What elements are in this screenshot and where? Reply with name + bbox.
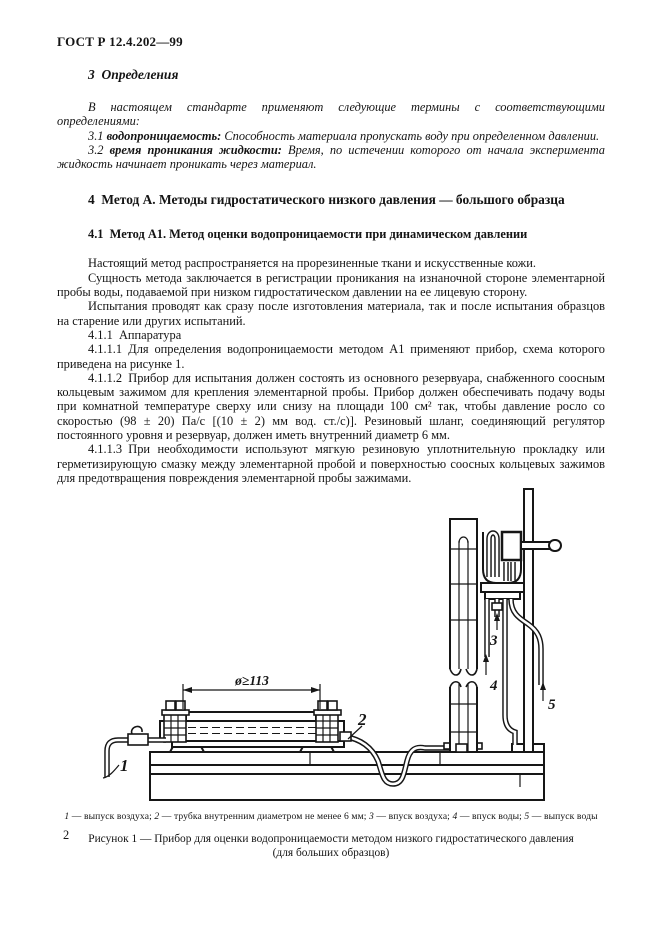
standard-number-header: ГОСТ Р 12.4.202—99 (57, 34, 183, 49)
figure-caption (57, 833, 605, 860)
callout-5: 5 (548, 697, 556, 714)
right-bolt-section (316, 712, 338, 742)
rod-clamp-arm (521, 540, 561, 551)
callout-4: 4 (490, 678, 498, 695)
term-number: 3.1 (88, 128, 104, 143)
paragraph: Сущность метода заключается в регистрации проникания на изнаночной стороне элементарной пробы воды, подаваемой при низком гидростатическом давлении на ее лицевую сторону. (57, 270, 605, 300)
section-4-body (57, 256, 605, 485)
term-name: время проникания жидкости: (109, 142, 282, 157)
measuring-column (450, 519, 477, 752)
term-number: 3.2 (88, 142, 104, 157)
section-3-intro: В настоящем стандарте применяют следующие термины с соответствующими определениями: (57, 100, 605, 129)
legend-text: — выпуск воды (529, 811, 598, 823)
term-definition-text: Время, по истечении которого от начала эксперимента жидкость начинает проникать через материал. (57, 142, 606, 172)
paragraph: 4.1.1.2 Прибор для испытания должен состоять из основного резервуара, снабженного соосным кольцевым зажимом для крепления элементарной пробы. Прибор должен обеспечивать подачу воды при комнатной температуре сверху или снизу на площади 100 см² так, чтобы давление росло со скоростью (98 ± 20) Па/с [(10 ± 2) мм вод. ст./с)]. Резиновый шланг, соединяющий регулятор постоянного уровня и резервуар, должен иметь внутренний диаметр 6 мм. (57, 370, 605, 443)
legend-num: 3 (369, 811, 374, 823)
figure-caption-line1: Рисунок 1 — Прибор для оценки водопроницаемости методом низкого гидростатического давления (88, 833, 574, 846)
dimension-label: ø≥113 (235, 673, 269, 689)
legend-num: 5 (524, 811, 530, 823)
legend-text: — выпуск воздуха; (69, 811, 155, 823)
paragraph: Настоящий метод распространяется на прорезиненные ткани и искусственные кожи. (88, 256, 536, 271)
paragraph-apparatus: 4.1.1 Аппаратура (88, 327, 182, 342)
figure-legend (57, 811, 605, 822)
term-definition-text: Способность материала пропускать воду при определенном давлении. (224, 128, 600, 143)
legend-text: — трубка внутренним диаметром не менее 6 мм; (159, 811, 370, 823)
callout-2: 2 (358, 710, 367, 730)
legend-text: — впуск воды; (457, 811, 525, 823)
dimension-line (183, 673, 320, 709)
sample-clamp-assembly (160, 701, 344, 752)
section-3-heading: 3 Определения (88, 67, 179, 82)
paragraph: 4.1.1.1 Для определения водопроницаемости методом А1 применяют прибор, схема которого приведена на рисунке 1. (57, 342, 605, 371)
apparatus-technical-drawing (0, 487, 661, 807)
drain-tube-to-base (505, 599, 515, 745)
callout-1: 1 (120, 756, 129, 776)
legend-num: 4 (452, 811, 458, 823)
level-regulator (481, 532, 524, 599)
legend-num: 2 (154, 811, 160, 823)
section-4-heading: 4 Метод А. Методы гидростатического низкого давления — большого образца (88, 192, 565, 208)
callout-3: 3 (490, 633, 498, 650)
page-number: 2 (63, 828, 70, 842)
paragraph: Испытания проводят как сразу после изготовления материала, так и после испытания образцов на старение или других испытаний. (57, 299, 605, 328)
base-plate (150, 744, 544, 800)
term-definition-3-2 (57, 143, 605, 172)
term-definition-3-1 (57, 129, 605, 143)
section-3-body (57, 100, 605, 171)
paragraph: 4.1.1.3 При необходимости используют мягкую резиновую уплотнительную прокладку или герметизирующую смазку между элементарной пробой и поверхностью соосных кольцевых зажимов для предотвращения повреждения элементарной пробы зажимами. (57, 442, 605, 485)
legend-text: — впуск воздуха; (373, 811, 453, 823)
term-name: водопроницаемость: (106, 128, 222, 143)
section-4-1-heading: 4.1 Метод А1. Метод оценки водопроницаемости при динамическом давлении (88, 227, 528, 242)
legend-num: 1 (64, 811, 70, 823)
figure-caption-line2: (для больших образцов) (272, 846, 390, 859)
figure-1-drawing (0, 487, 661, 807)
left-bolt-section (164, 712, 186, 742)
